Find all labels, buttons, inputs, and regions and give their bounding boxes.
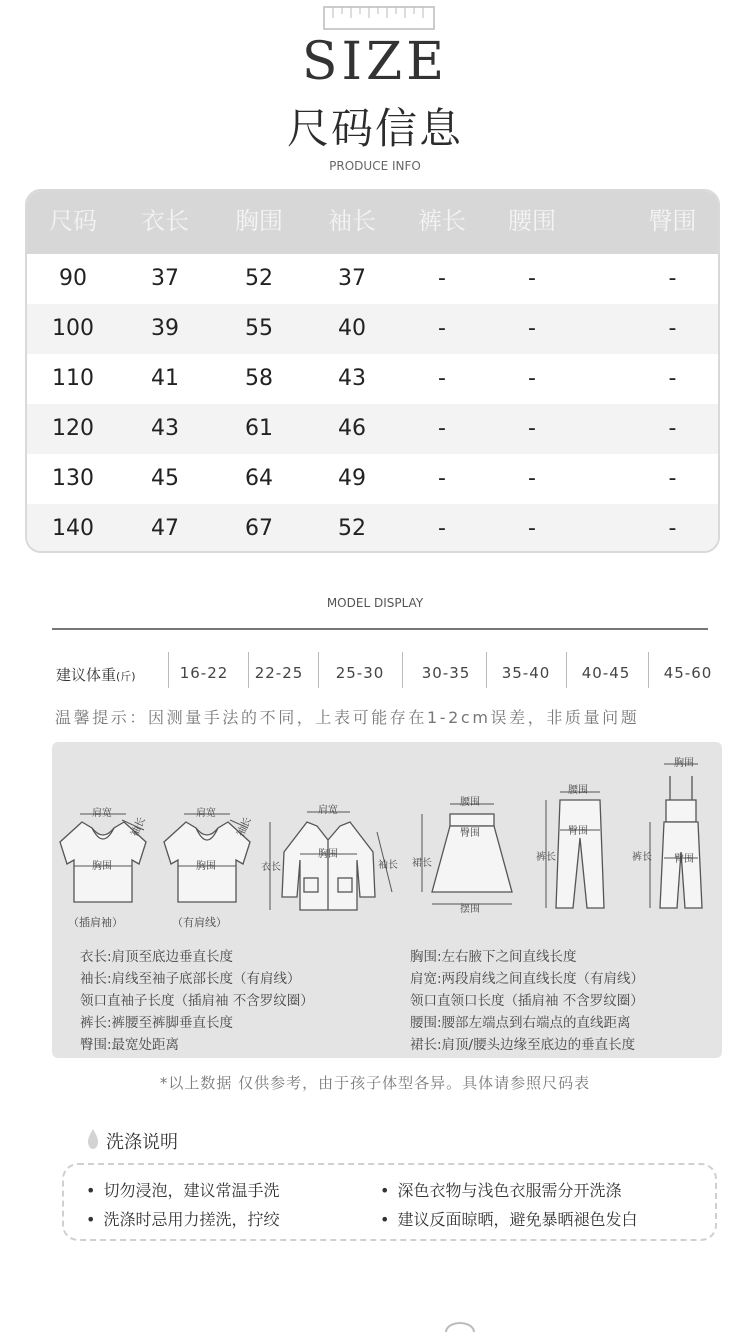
label-chest: 胸围	[318, 849, 338, 860]
table-cell: -	[528, 316, 536, 341]
definition: 胸围:左右腋下之间直线长度	[410, 949, 577, 965]
col-header: 臀围	[648, 207, 697, 235]
jacket-icon	[270, 812, 392, 910]
col-header: 裤长	[418, 207, 466, 235]
table-cell: 100	[52, 316, 94, 341]
label-chest: 胸围	[196, 861, 216, 872]
label-hip: 臀围	[460, 828, 480, 839]
label-hip: 臀围	[674, 854, 694, 865]
tshirt-shoulder-icon	[164, 814, 250, 902]
table-cell: 61	[245, 416, 273, 441]
definition: 腰围:腰部左端点到右端点的直线距离	[410, 1015, 631, 1031]
weight-row	[52, 650, 722, 692]
label-raglan: （插肩袖）	[68, 916, 123, 929]
divider	[318, 652, 319, 688]
col-header: 袖长	[328, 207, 376, 235]
table-cell: -	[668, 366, 677, 391]
table-cell: -	[528, 416, 536, 441]
table-row	[27, 254, 718, 304]
table-cell: -	[528, 366, 536, 391]
garment-illustrations	[52, 742, 722, 942]
model-display-label: MODEL DISPLAY	[326, 596, 424, 610]
definition: 袖长:肩线至袖子底部长度（有肩线）	[80, 971, 301, 987]
table-cell: -	[528, 516, 536, 541]
table-row	[27, 354, 718, 404]
washing-box	[62, 1163, 717, 1241]
washing-item: • 切勿浸泡，建议常温手洗	[86, 1178, 279, 1201]
label-with-shoulder: （有肩线）	[172, 916, 227, 929]
page-title: 尺码信息	[286, 104, 463, 153]
col-header: 腰围	[508, 207, 556, 235]
table-cell: 37	[338, 266, 366, 291]
table-cell: 39	[151, 316, 179, 341]
table-cell: -	[668, 516, 677, 541]
washing-item: • 洗涤时忌用力搓洗，拧绞	[86, 1207, 279, 1230]
table-row	[27, 404, 718, 454]
ruler-icon	[323, 6, 435, 30]
label-hip: 臀围	[568, 826, 588, 837]
washing-item: • 建议反面晾晒，避免暴晒褪色发白	[380, 1207, 637, 1230]
weight-range: 30-35	[421, 664, 471, 682]
label-sleeve: 袖长	[129, 815, 148, 839]
table-row	[27, 304, 718, 354]
label-shoulder: 肩宽	[196, 808, 216, 819]
divider	[52, 628, 708, 630]
weight-range: 25-30	[335, 664, 385, 682]
table-cell: -	[438, 466, 446, 491]
table-cell: -	[438, 266, 446, 291]
definition: 裤长:裤腰至裤脚垂直长度	[80, 1015, 234, 1031]
table-cell: -	[438, 366, 446, 391]
definition: 衣长:肩顶至底边垂直长度	[80, 949, 234, 965]
washing-title: 洗涤说明	[106, 1132, 178, 1153]
washing-item: • 深色衣物与浅色衣服需分开洗涤	[380, 1178, 621, 1201]
measurement-diagram	[52, 742, 722, 1058]
table-cell: 37	[151, 266, 179, 291]
page-subtitle: PRODUCE INFO	[329, 159, 421, 173]
label-pants-length: 裤长	[536, 852, 556, 863]
table-cell: 90	[59, 266, 87, 291]
table-cell: 110	[52, 366, 94, 391]
label-sleeve: 袖长	[235, 815, 254, 839]
label-chest: 胸围	[92, 861, 112, 872]
label-shoulder: 肩宽	[318, 805, 338, 816]
label-pants-length: 裤长	[632, 852, 652, 863]
label-sleeve: 袖长	[378, 860, 398, 871]
table-cell: 45	[151, 466, 179, 491]
table-cell: -	[438, 416, 446, 441]
water-drop-icon	[86, 1128, 100, 1150]
table-cell: 67	[245, 516, 273, 541]
overalls-icon	[650, 764, 702, 908]
col-header: 胸围	[235, 207, 283, 235]
table-cell: 120	[52, 416, 94, 441]
label-waist: 腰围	[460, 797, 480, 808]
divider	[402, 652, 403, 688]
skirt-icon	[422, 804, 512, 904]
table-cell: -	[668, 266, 677, 291]
table-cell: 130	[52, 466, 94, 491]
table-cell: 49	[338, 466, 366, 491]
table-cell: -	[438, 516, 446, 541]
weight-label: 建议体重(斤)	[56, 666, 136, 684]
definition: 臀围:最宽处距离	[80, 1037, 180, 1053]
table-header	[27, 191, 718, 254]
size-table	[25, 189, 720, 553]
definition: 裙长:肩顶/腰头边缘至底边的垂直长度	[410, 1037, 636, 1053]
table-cell: 58	[245, 366, 273, 391]
weight-range: 45-60	[663, 664, 713, 682]
weight-range: 40-45	[581, 664, 631, 682]
weight-range: 16-22	[179, 664, 229, 682]
table-cell: -	[668, 316, 677, 341]
label-hem: 摆围	[460, 904, 480, 915]
table-cell: -	[668, 416, 677, 441]
table-row	[27, 454, 718, 504]
table-cell: 47	[151, 516, 179, 541]
table-cell: 46	[338, 416, 366, 441]
tip-text: 温馨提示：因测量手法的不同，上表可能存在1-2cm误差，非质量问题	[55, 708, 640, 727]
decorative-arc	[445, 1322, 475, 1332]
definition: 领口直领口长度（插肩袖 不含罗纹圈）	[410, 993, 644, 1009]
table-cell: 43	[338, 366, 366, 391]
definition: 领口直袖子长度（插肩袖 不含罗纹圈）	[80, 993, 314, 1009]
col-header: 衣长	[141, 207, 189, 235]
definitions-right	[410, 946, 644, 1056]
table-cell: 55	[245, 316, 273, 341]
table-cell: 40	[338, 316, 366, 341]
table-cell: -	[528, 266, 536, 291]
table-cell: -	[668, 466, 677, 491]
size-heading: SIZE	[301, 32, 449, 92]
table-cell: 64	[245, 466, 273, 491]
table-cell: 140	[52, 516, 94, 541]
table-row	[27, 504, 718, 553]
weight-range: 35-40	[501, 664, 551, 682]
disclaimer-note: *以上数据 仅供参考，由于孩子体型各异。具体请参照尺码表	[159, 1074, 591, 1092]
label-length: 衣长	[261, 862, 281, 873]
label-skirt-length: 裙长	[412, 858, 432, 869]
label-shoulder: 肩宽	[92, 808, 112, 819]
table-cell: -	[528, 466, 536, 491]
table-cell: 41	[151, 366, 179, 391]
table-cell: 52	[338, 516, 366, 541]
table-cell: -	[438, 316, 446, 341]
table-cell: 43	[151, 416, 179, 441]
definition: 肩宽:两段肩线之间直线长度（有肩线）	[410, 971, 645, 987]
label-chest: 胸围	[674, 758, 694, 769]
table-cell: 52	[245, 266, 273, 291]
label-waist: 腰围	[568, 785, 588, 796]
definitions-left	[80, 946, 314, 1056]
pants-icon	[546, 792, 604, 908]
weight-range: 22-25	[254, 664, 304, 682]
col-header: 尺码	[49, 207, 97, 235]
